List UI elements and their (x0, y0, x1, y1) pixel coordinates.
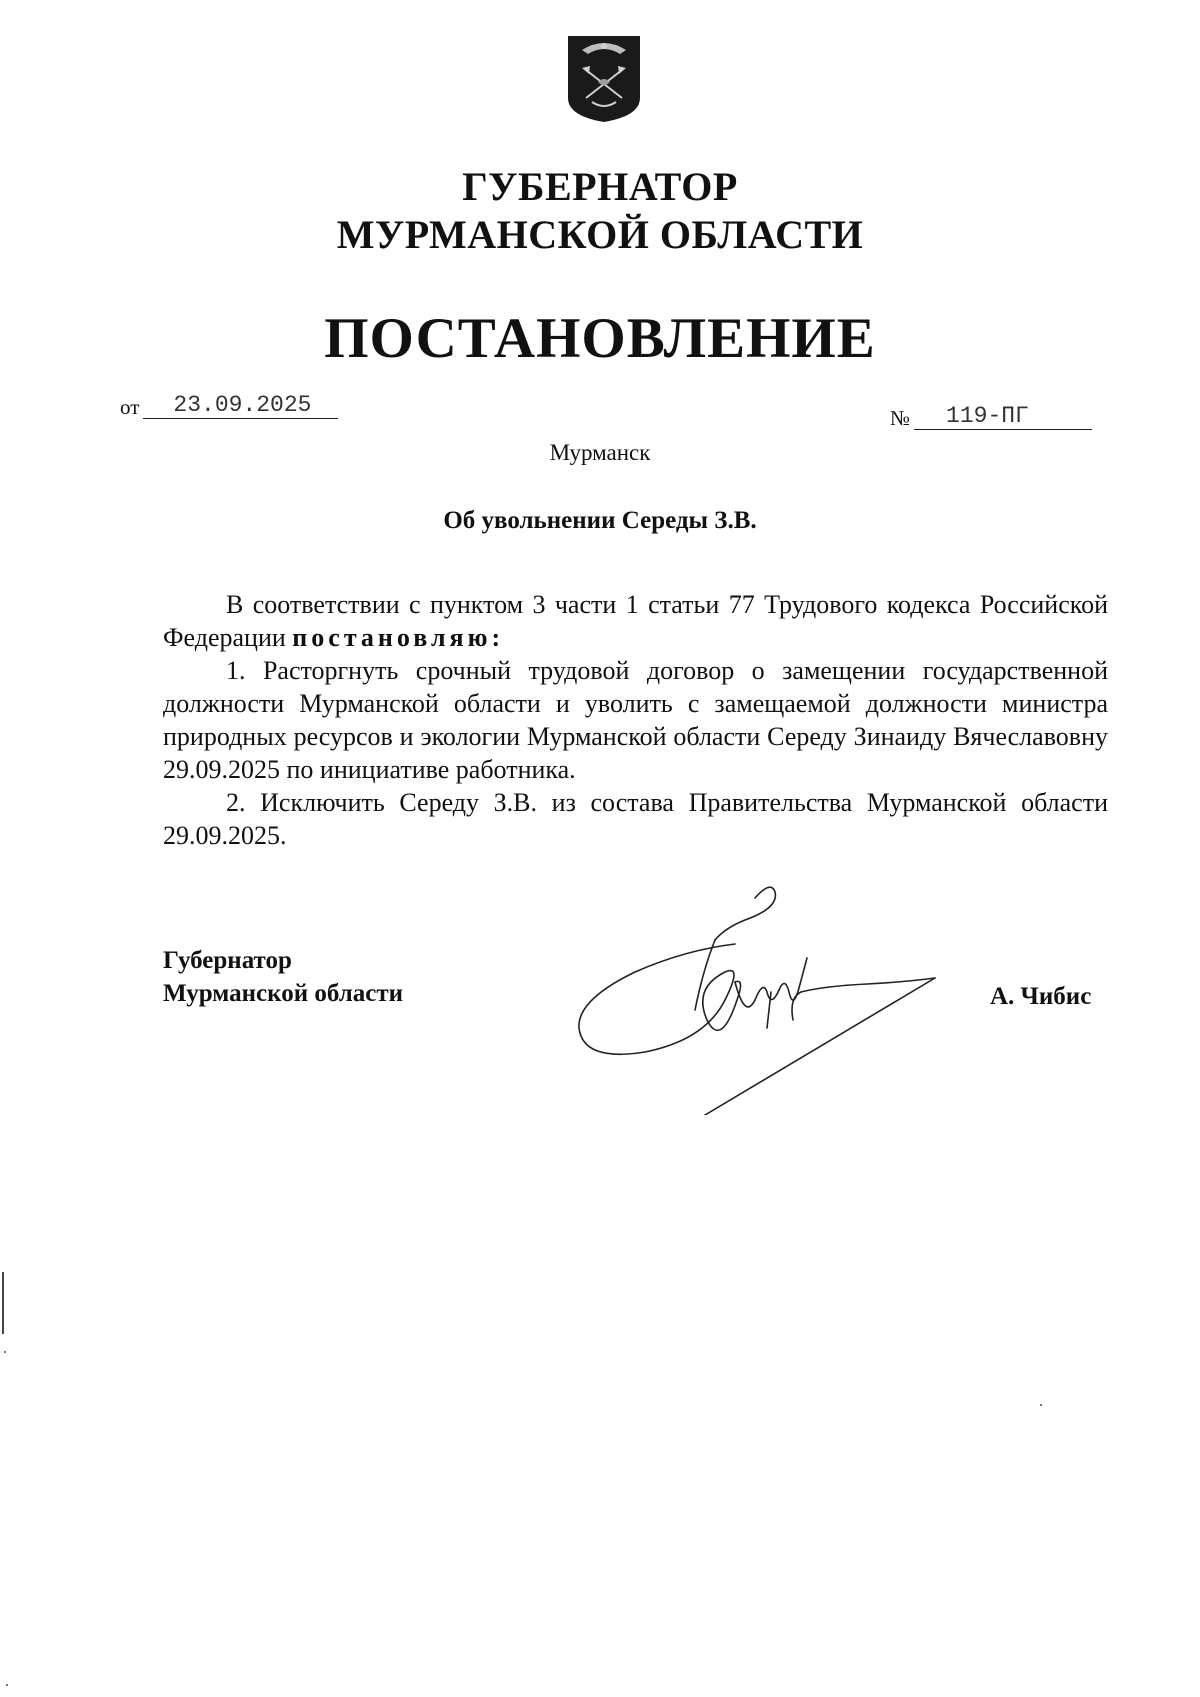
coat-of-arms-icon (562, 32, 646, 124)
authority-region: МУРМАНСКОЙ ОБЛАСТИ (336, 212, 864, 257)
signatory-title-line1: Губернатор (163, 947, 292, 974)
document-number: 119-ПГ (914, 403, 1092, 430)
item-1-paragraph: 1. Расторгнуть срочный трудовой договор о замещении государственной должности Мурманской области и уволить с замещаемой должности министра природных ресурсов и экологии Мурманской области Середу Зинаиду Вячеславовну 29.09.2025 по инициативе работника. (163, 656, 1108, 784)
intro-paragraph (163, 588, 1108, 654)
document-subject: Об увольнении Середы З.В. (443, 507, 757, 534)
signatory-title (163, 944, 403, 1010)
handwritten-signature-icon (575, 880, 945, 1115)
document-type-heading: ПОСТАНОВЛЕНИЕ (324, 307, 876, 370)
scan-speck (4, 1351, 6, 1353)
document-date: 23.09.2025 (143, 392, 338, 419)
date-block (120, 392, 338, 419)
scan-margin-mark (2, 1272, 4, 1334)
number-block (890, 403, 1092, 430)
number-prefix: № (890, 406, 911, 430)
resolve-word: постановляю: (292, 623, 505, 652)
item-2-paragraph: 2. Исключить Середу З.В. из состава Правительства Мурманской области 29.09.2025. (163, 788, 1108, 850)
signatory-title-line2: Мурманской области (163, 980, 404, 1007)
intro-text: В соответствии с пунктом 3 части 1 статьи 77 Трудового кодекса Российской Федерации (163, 590, 1108, 652)
document-body (163, 588, 1108, 852)
scan-speck (1040, 1404, 1042, 1406)
signatory-name: А. Чибис (990, 983, 1092, 1010)
date-prefix: от (120, 395, 140, 419)
city-name: Мурманск (549, 440, 651, 465)
scan-speck (6, 1684, 8, 1686)
authority-title: ГУБЕРНАТОР (462, 164, 738, 209)
